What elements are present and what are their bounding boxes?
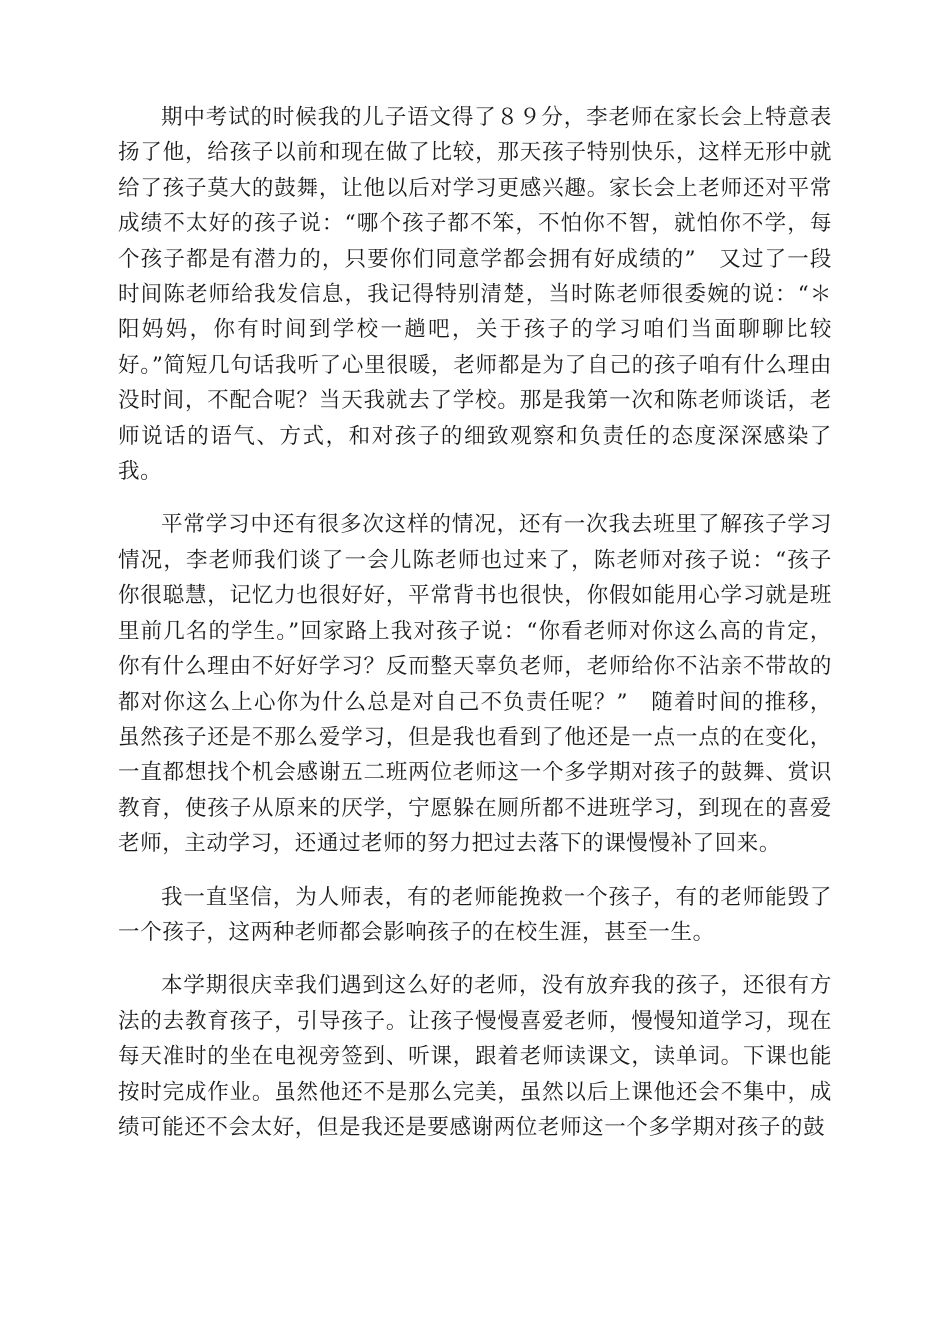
paragraph-1: 期中考试的时候我的儿子语文得了８９分，李老师在家长会上特意表扬了他，给孩子以前和现在做了比较，那天孩子特别快乐，这样无形中就给了孩子莫大的鼓舞，让他以后对学习更感兴趣。家长会上老师还对平常成绩不太好的孩子说：“哪个孩子都不笨，不怕你不智，就怕你不学，每个孩子都是有潜力的，只要你们同意学都会拥有好成绩的” 又过了一段时间陈老师给我发信息，我记得特别清楚，当时陈老师很委婉的说：“＊阳妈妈，你有时间到学校一趟吧，关于孩子的学习咱们当面聊聊比较好。”简短几句话我听了心里很暖，老师都是为了自己的孩子咱有什么理由没时间，不配合呢？当天我就去了学校。那是我第一次和陈老师谈话，老师说话的语气、方式，和对孩子的细致观察和负责任的态度深深感染了我。: [118, 105, 832, 485]
document-body: [118, 100, 832, 1163]
paragraph-3: 我一直坚信，为人师表，有的老师能挽救一个孩子，有的老师能毁了一个孩子，这两种老师都会影响孩子的在校生涯，甚至一生。: [118, 884, 832, 945]
paragraph-4: 本学期很庆幸我们遇到这么好的老师，没有放弃我的孩子，还很有方法的去教育孩子，引导孩子。让孩子慢慢喜爱老师，慢慢知道学习，现在每天准时的坐在电视旁签到、听课，跟着老师读课文，读单词。下课也能按时完成作业。虽然他还不是那么完美，虽然以后上课他还会不集中，成绩可能还不会太好，但是我还是要感谢两位老师这一个多学期对孩子的鼓: [118, 973, 832, 1140]
paragraph-2: 平常学习中还有很多次这样的情况，还有一次我去班里了解孩子学习情况，李老师我们谈了一会儿陈老师也过来了，陈老师对孩子说：“孩子你很聪慧，记忆力也很好好，平常背书也很快，你假如能用心学习就是班里前几名的学生。”回家路上我对孩子说：“你看老师对你这么高的肯定，你有什么理由不好好学习？反而整天辜负老师，老师给你不沾亲不带故的都对你这么上心你为什么总是对自己不负责任呢？” 随着时间的推移，虽然孩子还是不那么爱学习，但是我也看到了他还是一点一点的在变化，一直都想找个机会感谢五二班两位老师这一个多学期对孩子的鼓舞、赏识教育，使孩子从原来的厌学，宁愿躲在厕所都不进班学习，到现在的喜爱老师，主动学习，还通过老师的努力把过去落下的课慢慢补了回来。: [118, 512, 832, 857]
